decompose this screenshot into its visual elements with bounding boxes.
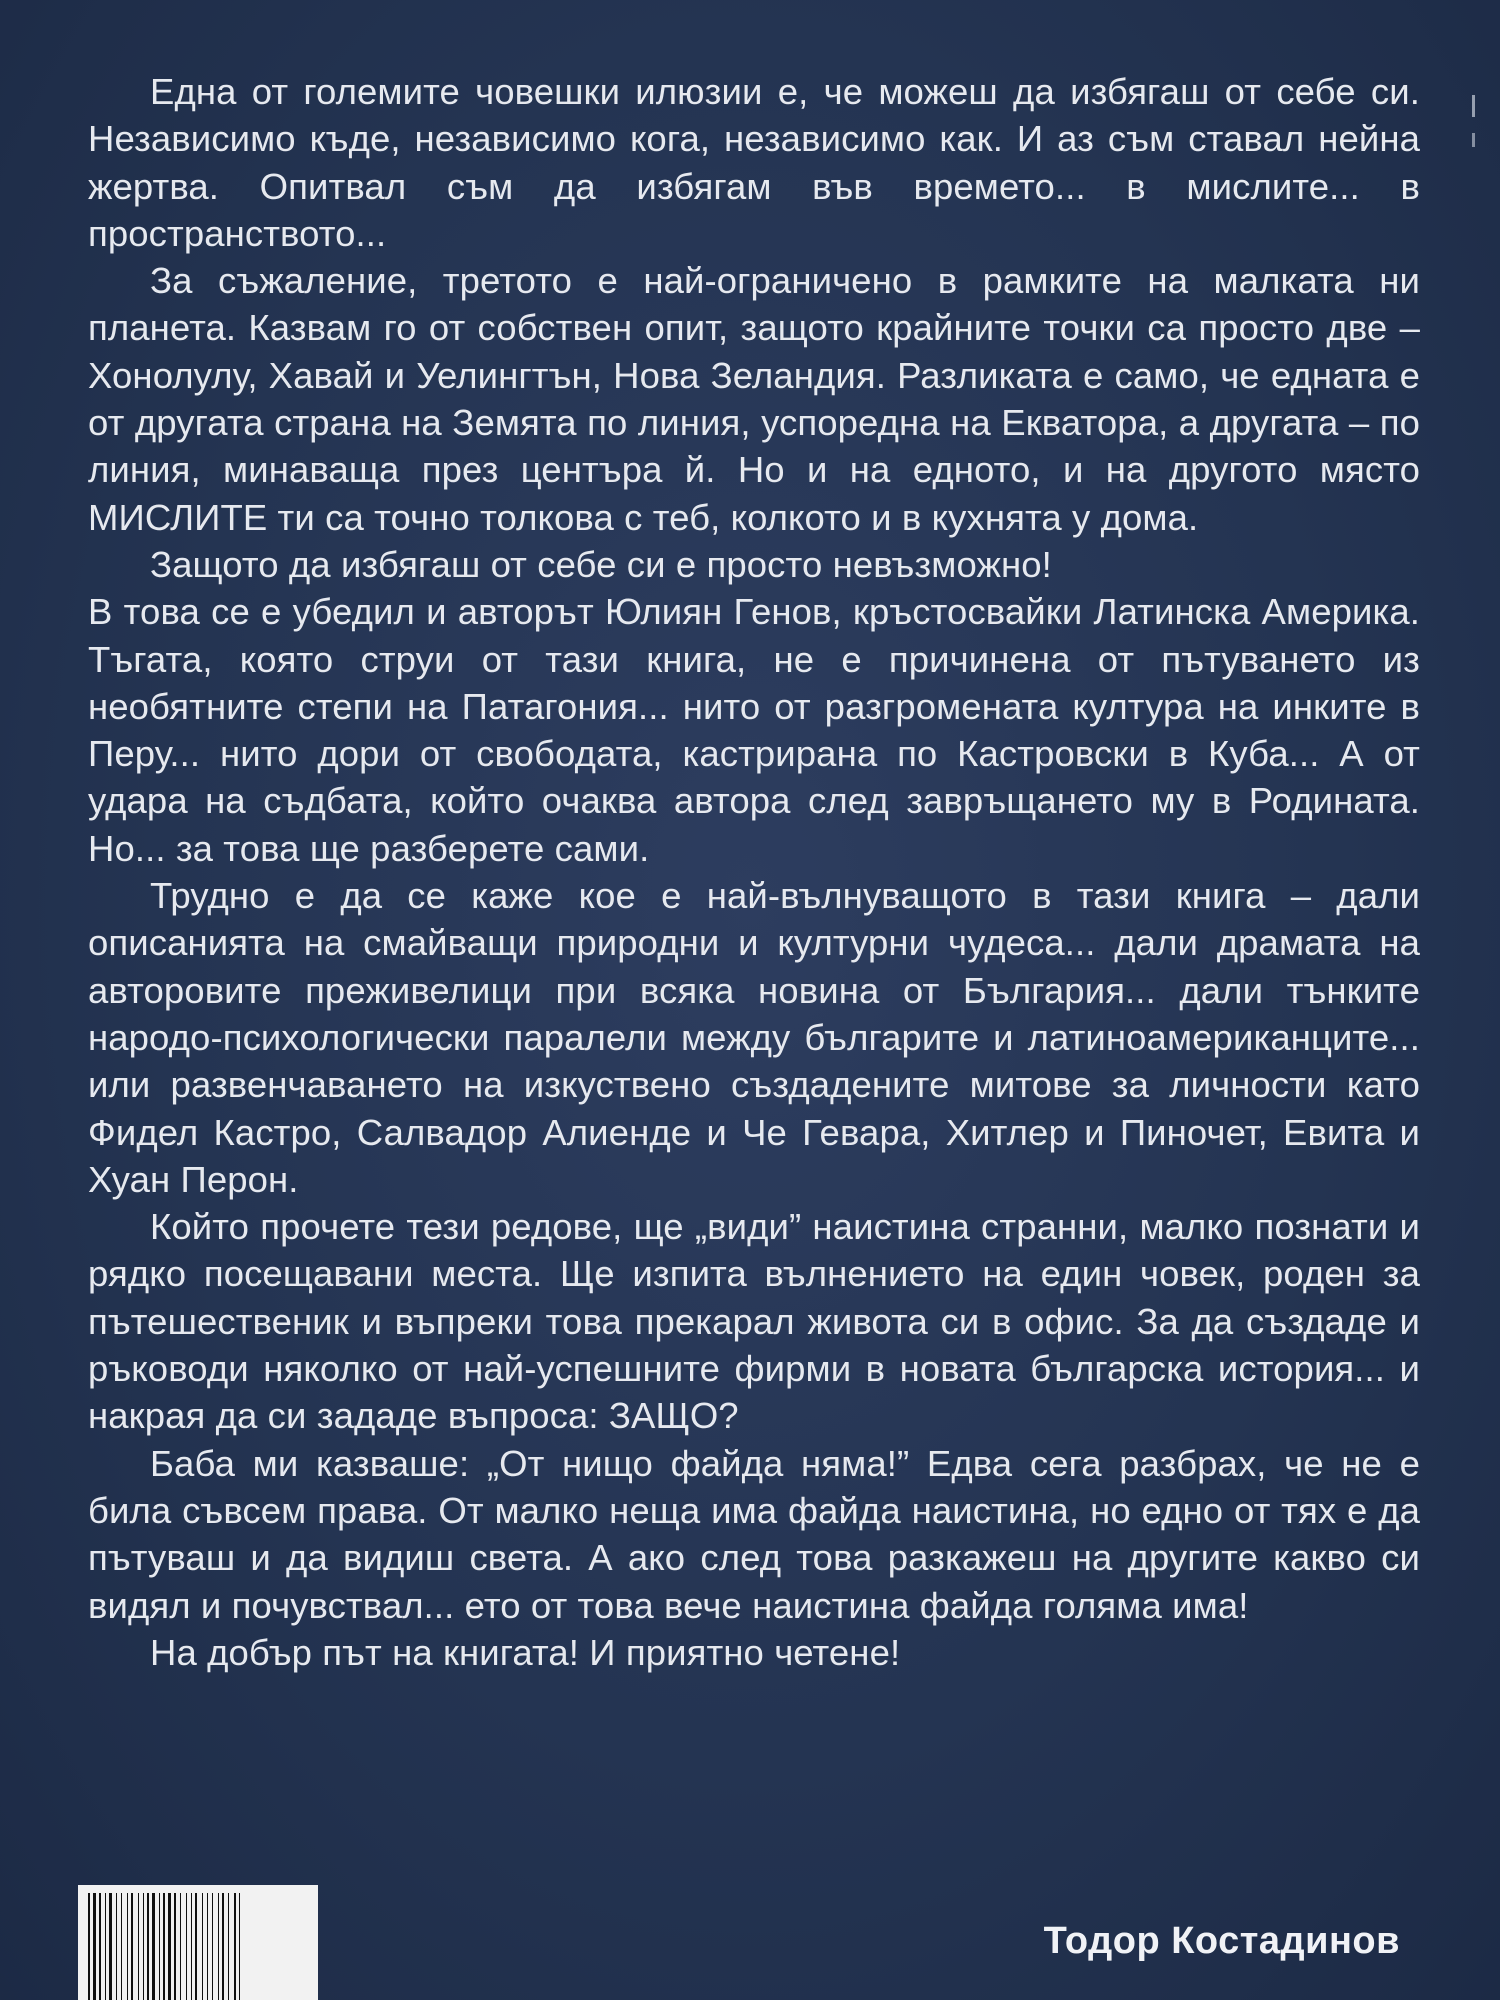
blurb-paragraph-6: Който прочете тези редове, ще „види” наистина странни, малко познати и рядко посещавани места. Ще изпита вълнението на един човек, роден за пътешественик и въпреки това прекарал живота си в офис. За да създаде и ръководи няколко от най-успешните фирми в новата българска история... и накрая да си зададе въпроса: ЗАЩО? <box>88 1206 1420 1437</box>
barcode-icon <box>78 1885 318 2000</box>
author-name: Тодор Костадинов <box>1043 1920 1400 1962</box>
blurb-text <box>88 68 1420 1676</box>
blurb-paragraph-1: Една от големите човешки илюзии е, че можеш да избягаш от себе си. Независимо къде, независимо кога, независимо как. И аз съм ставал нейна жертва. Опитвал съм да избягам във времето... в мислите... в пространството... <box>88 71 1420 254</box>
edge-mark <box>1472 95 1476 155</box>
blurb-paragraph-7: Баба ми казваше: „От нищо файда няма!” Едва сега разбрах, че не е била съвсем права. От малко неща има файда наистина, но едно от тях е да пътуваш и да видиш света. А ако след това разкажеш на другите какво си видял и почувствал... ето от това вече наистина файда голяма има! <box>88 1442 1420 1626</box>
blurb-paragraph-2: За съжаление, третото е най-ограничено в рамките на малката ни планета. Казвам го от собствен опит, защото крайните точки са просто две – Хонолулу, Хавай и Уелингтън, Нова Зеландия. Разликата е само, че едната е от другата страна на Земята по линия, успоредна на Екватора, а другата – по линия, минаваща през центъра й. Но и на едното, и на другото място МИСЛИТЕ ти са точно толкова с теб, колкото и в кухнята у дома. <box>88 260 1420 538</box>
blurb-paragraph-8: На добър път на книгата! И приятно четене! <box>150 1631 901 1673</box>
blurb-paragraph-5: Трудно е да се каже кое е най-вълнуващото в тази книга – дали описанията на смайващи природни и културни чудеса... дали драмата на авторовите преживелици при всяка новина от България... дали тънките народо-психологически паралели между българите и латиноамериканците... или развенчаването на изкуствено създадените митове за личности като Фидел Кастро, Салвадор Алиенде и Че Гевара, Хитлер и Пиночет, Евита и Хуан Перон. <box>88 875 1420 1200</box>
blurb-paragraph-4: В това се е убедил и авторът Юлиян Генов, кръстосвайки Латинска Америка. Тъгата, която струи от тази книга, не е причинена от пътуването из необятните степи на Патагония... нито от разгромената култура на инките в Перу... нито дори от свободата, кастрирана по Кастровски в Куба... А от удара на съдбата, който очаква автора след завръщането му в Родината. Но... за това ще разберете сами. <box>88 591 1420 869</box>
blurb-paragraph-3: Защото да избягаш от себе си е просто невъзможно! <box>150 543 1052 585</box>
